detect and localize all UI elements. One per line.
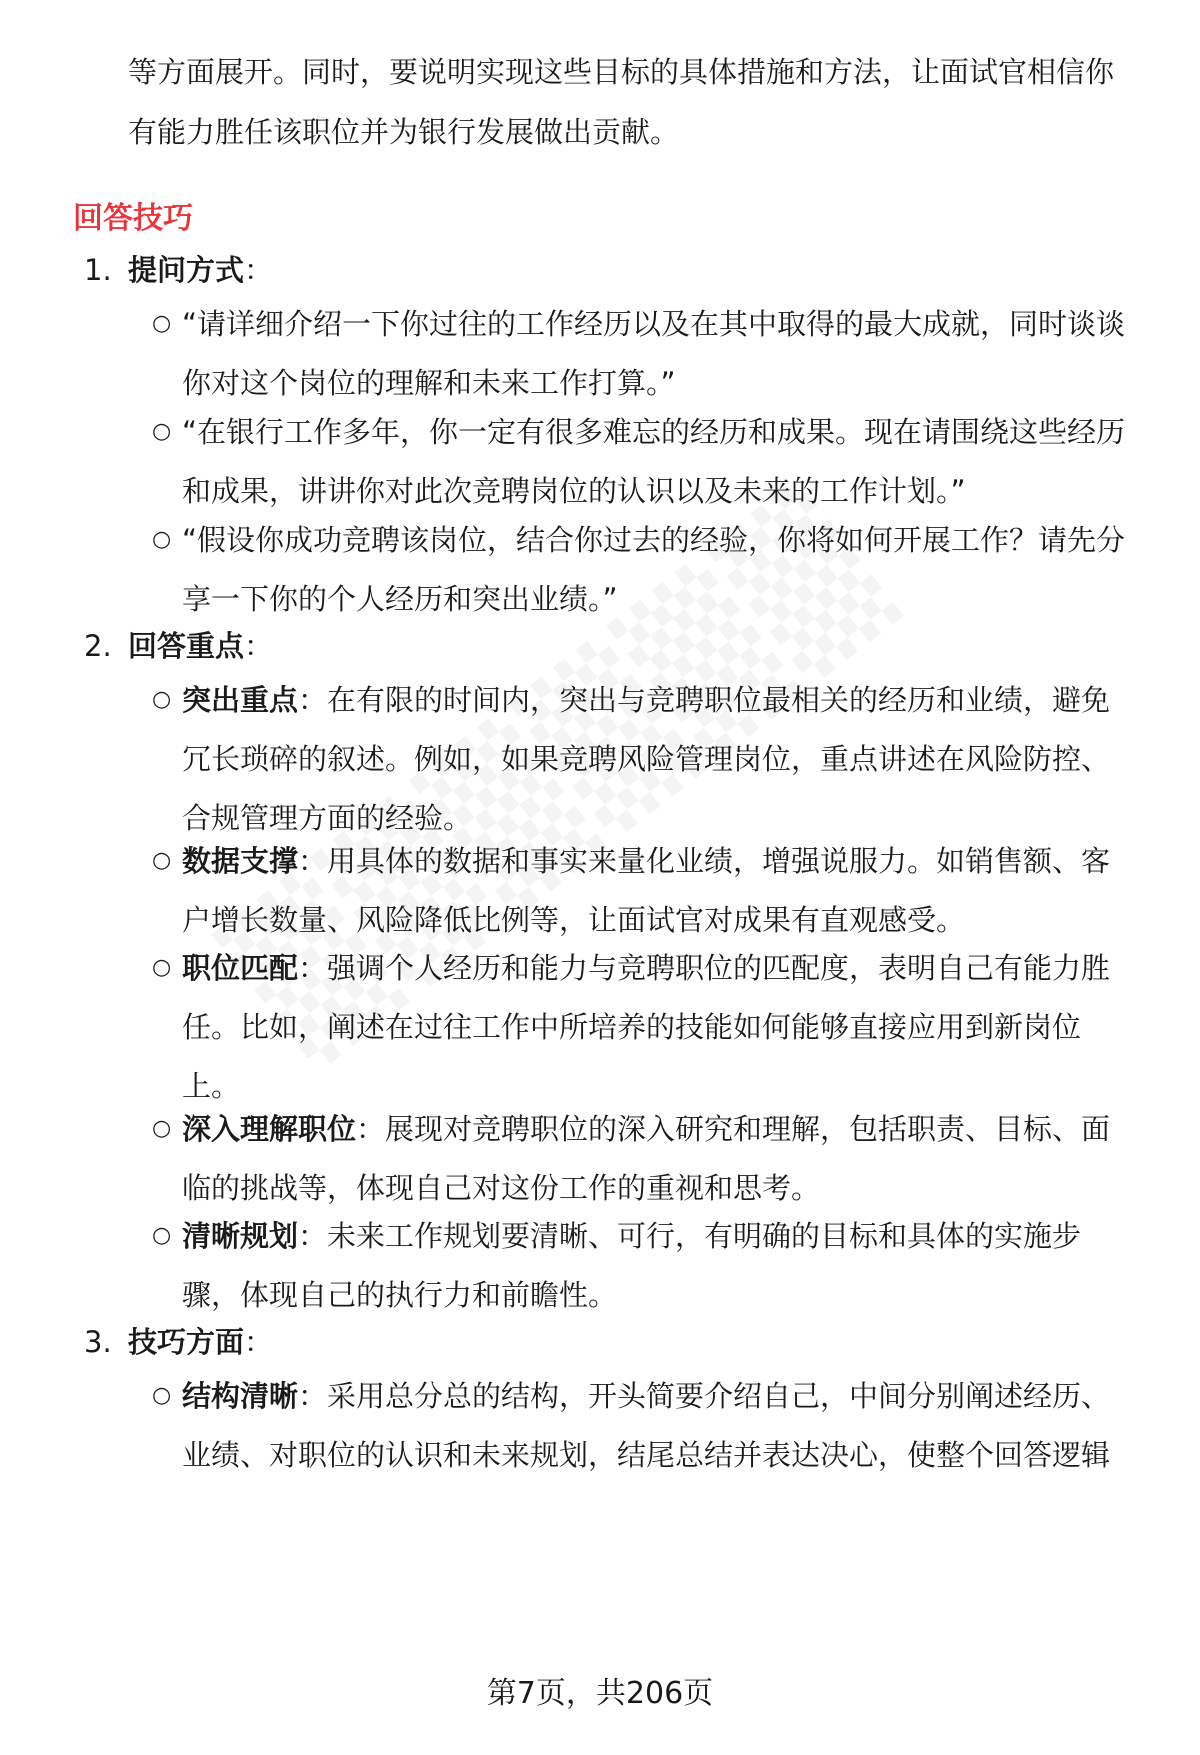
item-keyword: 突出重点	[182, 683, 299, 717]
list-item: “请详细介绍一下你过往的工作经历以及在其中取得的最大成就，同时谈谈你对这个岗位的理解和未来工作打算。”	[182, 307, 1126, 400]
bullet-icon: ○	[152, 1383, 172, 1408]
item-keyword: 数据支撑	[182, 844, 299, 878]
colon: ：	[298, 1379, 328, 1413]
list-item	[182, 1207, 1137, 1325]
item-number: 1.	[84, 253, 112, 287]
intro-paragraph: 等方面展开。同时，要说明实现这些目标的具体措施和方法，让面试官相信你有能力胜任该职位并为银行发展做出贡献。	[128, 55, 1115, 149]
item-title: 提问方式	[128, 253, 245, 287]
colon: ：	[298, 1219, 328, 1253]
bullet-icon: ○	[152, 848, 172, 873]
item-text: 采用总分总的结构，开头简要介绍自己，中间分别阐述经历、业绩、对职位的认识和未来规划，结尾总结并表达决心，使整个回答逻辑	[182, 1379, 1111, 1472]
colon: ：	[298, 844, 328, 878]
bullet-icon: ○	[152, 311, 172, 336]
colon: ：	[244, 629, 274, 663]
bullet-icon: ○	[152, 1116, 172, 1141]
item-keyword: 结构清晰	[182, 1379, 299, 1413]
bullet-icon: ○	[152, 419, 172, 444]
list-item	[182, 671, 1137, 848]
colon: ：	[244, 1325, 274, 1359]
item-keyword: 清晰规划	[182, 1219, 299, 1253]
list-item	[182, 1100, 1137, 1218]
bullet-icon: ○	[152, 955, 172, 980]
list-item: “在银行工作多年，你一定有很多难忘的经历和成果。现在请围绕这些经历和成果，讲讲你对此次竞聘岗位的认识以及未来的工作计划。”	[182, 415, 1126, 508]
colon: ：	[244, 253, 274, 287]
item-text: 未来工作规划要清晰、可行，有明确的目标和具体的实施步骤，体现自己的执行力和前瞻性。	[182, 1219, 1082, 1312]
bullet-icon: ○	[152, 1223, 172, 1248]
numbered-item-1	[84, 248, 273, 292]
list-item: “假设你成功竞聘该岗位，结合你过去的经验，你将如何开展工作？请先分享一下你的个人经历和突出业绩。”	[182, 523, 1126, 616]
colon: ：	[298, 951, 328, 985]
item-text: 强调个人经历和能力与竞聘职位的匹配度，表明自己有能力胜任。比如，阐述在过往工作中所培养的技能如何能够直接应用到新岗位上。	[182, 951, 1111, 1103]
item-text: 用具体的数据和事实来量化业绩，增强说服力。如销售额、客户增长数量、风险降低比例等，让面试官对成果有直观感受。	[182, 844, 1111, 937]
numbered-item-3	[84, 1320, 273, 1364]
item-text: 展现对竞聘职位的深入研究和理解，包括职责、目标、面临的挑战等，体现自己对这份工作的重视和思考。	[182, 1112, 1111, 1205]
item-keyword: 职位匹配	[182, 951, 299, 985]
item-keyword: 深入理解职位	[182, 1112, 357, 1146]
list-item	[182, 939, 1137, 1116]
item-text: 在有限的时间内，突出与竞聘职位最相关的经历和业绩，避免冗长琐碎的叙述。例如，如果竞聘风险管理岗位，重点讲述在风险防控、合规管理方面的经验。	[182, 683, 1111, 835]
list-item	[182, 1367, 1137, 1485]
numbered-item-2	[84, 624, 273, 668]
section-title: 回答技巧	[73, 201, 193, 236]
colon: ：	[356, 1112, 386, 1146]
item-title: 回答重点	[128, 629, 245, 663]
list-item	[182, 832, 1137, 950]
colon: ：	[298, 683, 328, 717]
item-number: 3.	[84, 1325, 112, 1359]
item-title: 技巧方面	[128, 1325, 245, 1359]
bullet-icon: ○	[152, 687, 172, 712]
bullet-icon: ○	[152, 527, 172, 552]
item-number: 2.	[84, 629, 112, 663]
page-footer: 第7页，共206页	[486, 1676, 714, 1711]
